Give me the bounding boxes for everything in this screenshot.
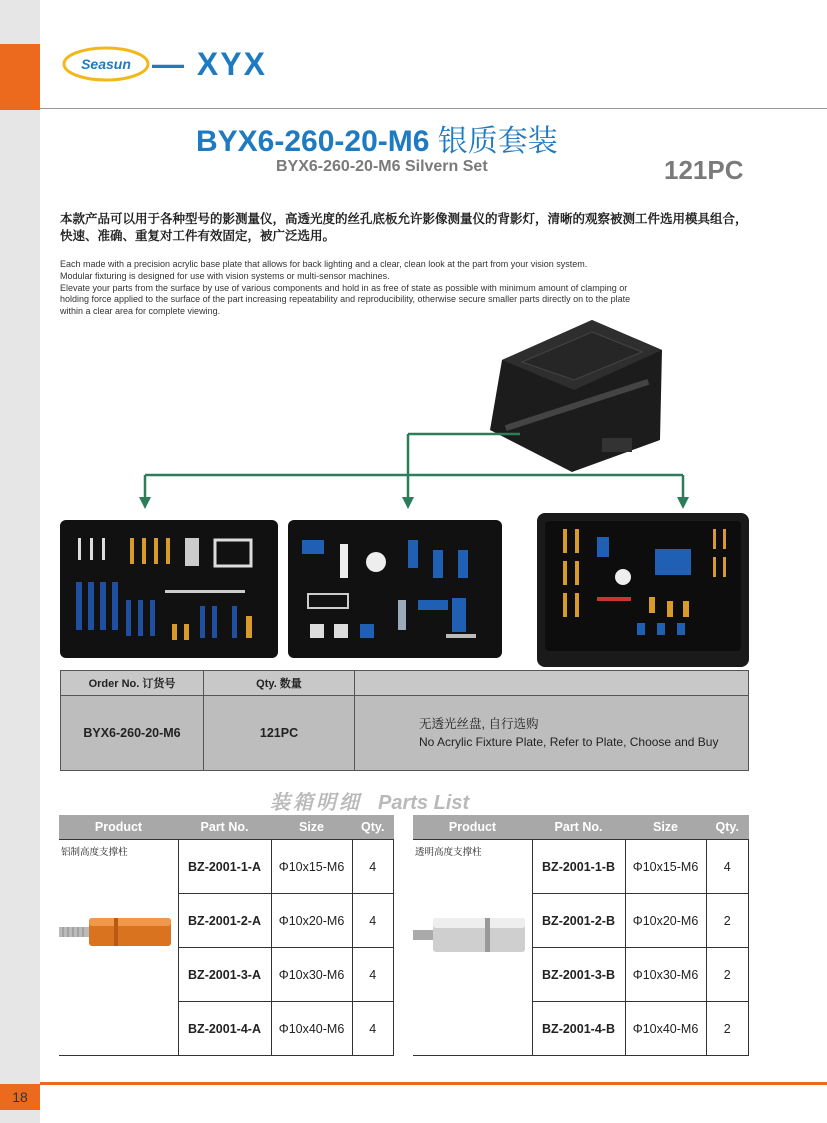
- product-cell: [413, 840, 532, 1056]
- description-en-line: Elevate your parts from the surface by use of various components and hold in as free of state as possible with minimum amount of clamping or: [60, 282, 628, 293]
- product-quantity: 121PC: [664, 155, 744, 185]
- product-name: 透明高度支撑柱: [415, 847, 482, 858]
- description-en-line: holding force applied to the surface of the part increasing repeatability and reproducibility, otherwise secure smaller parts directly on to the plate: [60, 294, 631, 305]
- part-no-header: Part No.: [532, 815, 625, 840]
- qty-cell: 4: [706, 840, 749, 894]
- size-cell: Φ10x15-M6: [271, 840, 352, 894]
- qty-header: Qty.: [706, 815, 749, 840]
- order-no-header: Order No. 订货号: [61, 671, 204, 696]
- qty-cell: 2: [706, 894, 749, 948]
- part-no-cell: BZ-2001-2-A: [178, 894, 271, 948]
- size-cell: Φ10x40-M6: [625, 1002, 706, 1056]
- order-table: [60, 670, 749, 771]
- brand-name: — XYX: [152, 46, 267, 82]
- order-note-cn: 无透光丝盘, 自行选购: [419, 717, 539, 731]
- part-no-header: Part No.: [178, 815, 271, 840]
- aluminum-standoff-image: [59, 912, 173, 952]
- parts-table-aluminum: [59, 815, 394, 1056]
- tray-2-image: [288, 520, 502, 658]
- parts-table-transparent: [413, 815, 749, 1056]
- size-header: Size: [271, 815, 352, 840]
- size-cell: Φ10x30-M6: [625, 948, 706, 1002]
- part-no-cell: BZ-2001-1-A: [178, 840, 271, 894]
- part-no-cell: BZ-2001-3-B: [532, 948, 625, 1002]
- size-cell: Φ10x15-M6: [625, 840, 706, 894]
- size-header: Size: [625, 815, 706, 840]
- part-no-cell: BZ-2001-4-B: [532, 1002, 625, 1056]
- model-number: BYX6-260-20-M6: [196, 125, 430, 158]
- part-no-cell: BZ-2001-4-A: [178, 1002, 271, 1056]
- description-en-line: Modular fixturing is designed for use with vision systems or multi-sensor machines.: [60, 270, 390, 281]
- order-note-en: No Acrylic Fixture Plate, Refer to Plate, Choose and Buy: [419, 735, 719, 749]
- order-no-cell: BYX6-260-20-M6: [61, 696, 204, 771]
- page-number: 18: [0, 1084, 40, 1110]
- table-row: [413, 840, 749, 894]
- order-qty-cell: 121PC: [204, 696, 355, 771]
- qty-header: Qty.: [352, 815, 394, 840]
- size-cell: Φ10x30-M6: [271, 948, 352, 1002]
- parts-heading-en: Parts List: [378, 792, 470, 814]
- product-header: Product: [413, 815, 532, 840]
- product-cn-name: 银质套装: [437, 125, 558, 158]
- size-cell: Φ10x40-M6: [271, 1002, 352, 1056]
- parts-heading-cn: 装箱明细: [270, 792, 362, 814]
- part-no-cell: BZ-2001-1-B: [532, 840, 625, 894]
- note-header: [355, 671, 749, 696]
- description-en-line: within a clear area for complete viewing.: [60, 306, 221, 317]
- product-subtitle: BYX6-260-20-M6 Silvern Set: [276, 158, 488, 175]
- size-cell: Φ10x20-M6: [625, 894, 706, 948]
- footer-divider: [40, 1082, 827, 1085]
- tray-3-image: [537, 513, 749, 667]
- part-no-cell: BZ-2001-2-B: [532, 894, 625, 948]
- tray-1-image: [60, 520, 278, 658]
- product-cell: [59, 840, 178, 1056]
- qty-cell: 4: [352, 1002, 394, 1056]
- order-note-cell: [355, 696, 749, 771]
- order-row: [61, 696, 749, 771]
- part-no-cell: BZ-2001-3-A: [178, 948, 271, 1002]
- qty-cell: 4: [352, 894, 394, 948]
- table-row: [59, 840, 394, 894]
- size-cell: Φ10x20-M6: [271, 894, 352, 948]
- product-header: Product: [59, 815, 178, 840]
- description-en-line: Each made with a precision acrylic base plate that allows for back lighting and a clear, clean look at the part from your vision system.: [60, 259, 588, 269]
- qty-header: Qty. 数量: [204, 671, 355, 696]
- product-name: 铝制高度支撑柱: [61, 847, 128, 858]
- qty-cell: 2: [706, 1002, 749, 1056]
- transparent-standoff-image: [413, 910, 527, 960]
- qty-cell: 2: [706, 948, 749, 1002]
- qty-cell: 4: [352, 840, 394, 894]
- parts-list-heading: [270, 786, 469, 815]
- logo-text: Seasun: [81, 56, 131, 72]
- description-cn: 本款产品可以用于各种型号的影测量仪，高透光度的丝孔底板允许影像测量仪的背影灯，清晰的观察被测工件选用模具组合，快速、准确、重复对工件有效固定，被广泛选用。: [60, 212, 748, 243]
- qty-cell: 4: [352, 948, 394, 1002]
